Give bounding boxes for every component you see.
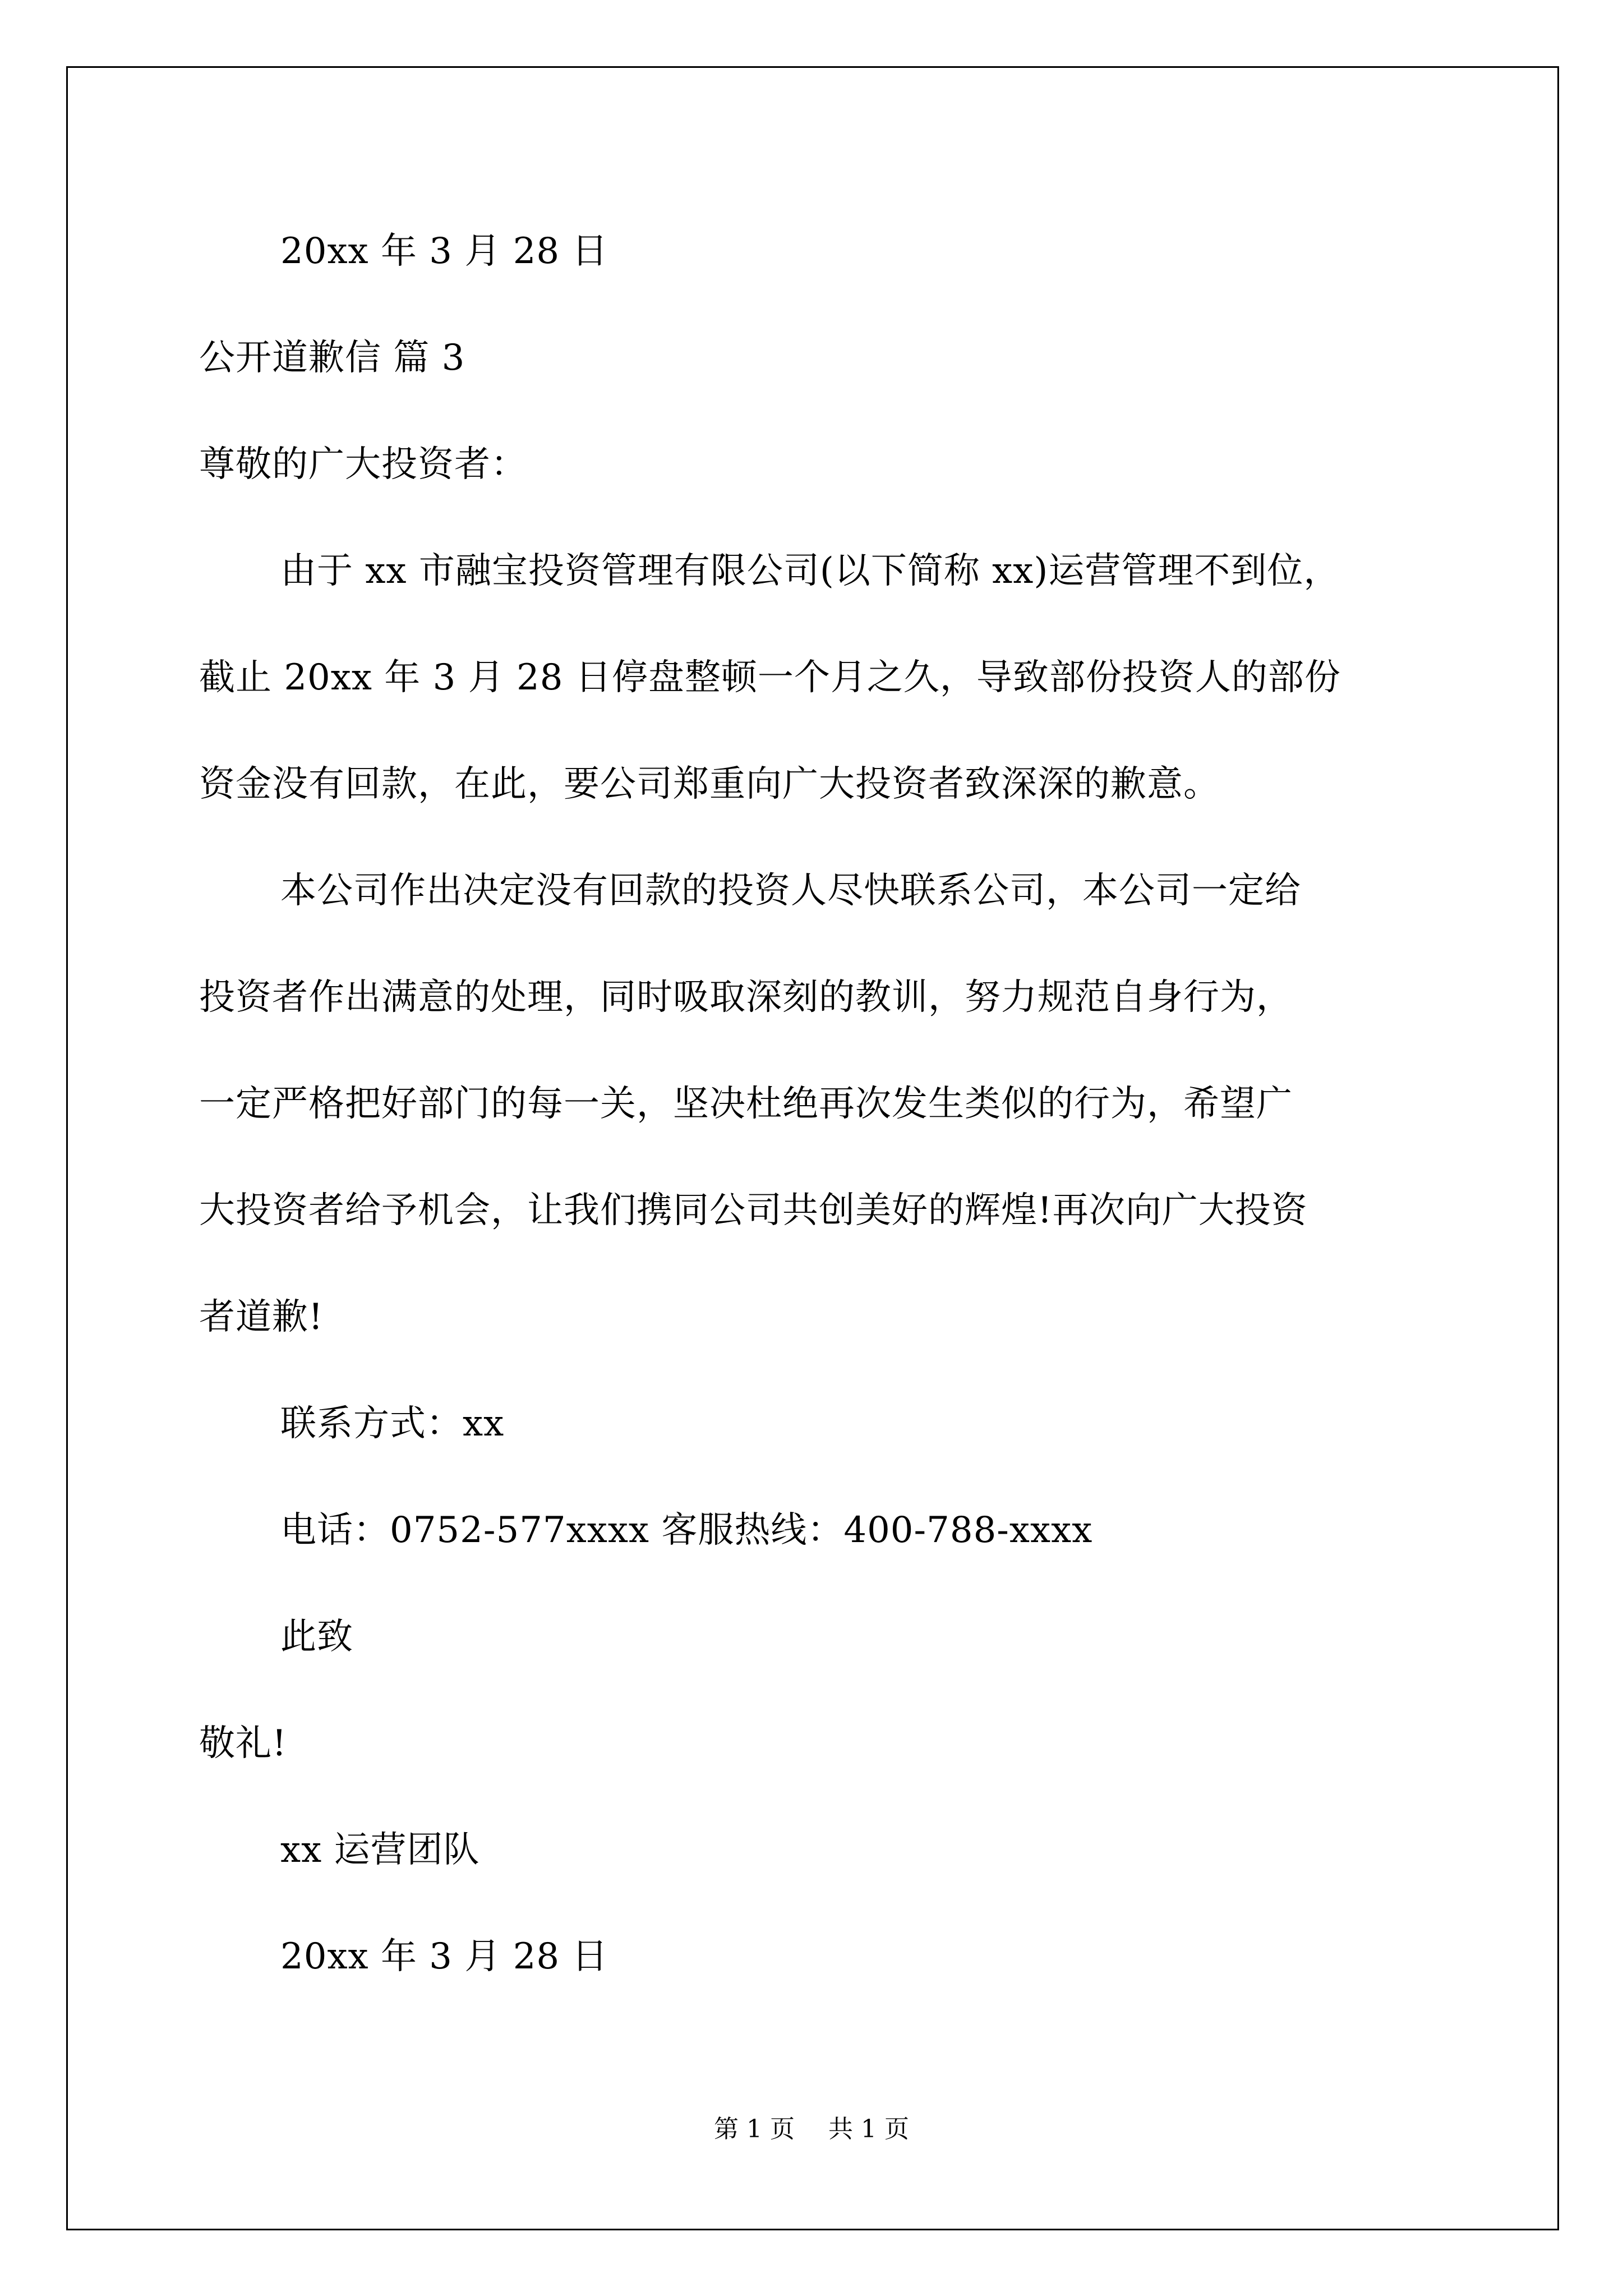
paragraph-1-line-2: 截止 20xx 年 3 月 28 日停盘整顿一个月之久，导致部份投资人的部份 [199,657,1341,698]
contact-line: 联系方式：xx [280,1403,505,1444]
paragraph-2-line-3: 一定严格把好部门的每一关，坚决杜绝再次发生类似的行为，希望广 [199,1083,1293,1125]
paragraph-2-line-5: 者道歉! [199,1296,324,1338]
paragraph-2-line-1: 本公司作出决定没有回款的投资人尽快联系公司，本公司一定给 [280,870,1301,912]
paragraph-2-line-4: 大投资者给予机会，让我们携同公司共创美好的辉煌!再次向广大投资 [199,1190,1308,1231]
bottom-date: 20xx 年 3 月 28 日 [280,1936,608,1977]
closing-line-2: 敬礼! [199,1723,287,1764]
closing-line-1: 此致 [280,1616,353,1658]
paragraph-1-line-1: 由于 xx 市融宝投资管理有限公司(以下简称 xx)运营管理不到位， [280,550,1340,592]
page-footer [0,2114,1623,2145]
salutation: 尊敬的广大投资者： [199,444,527,485]
page-number: 第 1 页 [714,2115,795,2143]
page-total: 共 1 页 [828,2115,909,2143]
page-border [66,66,1559,2230]
paragraph-2-line-2: 投资者作出满意的处理，同时吸取深刻的教训，努力规范自身行为， [199,977,1293,1018]
phone-line: 电话：0752-577xxxx 客服热线：400-788-xxxx [280,1510,1093,1551]
letter-heading: 公开道歉信 篇 3 [199,337,465,379]
top-date: 20xx 年 3 月 28 日 [280,231,608,272]
paragraph-1-line-3: 资金没有回款，在此，要公司郑重向广大投资者致深深的歉意。 [199,763,1220,805]
signature: xx 运营团队 [280,1829,480,1871]
